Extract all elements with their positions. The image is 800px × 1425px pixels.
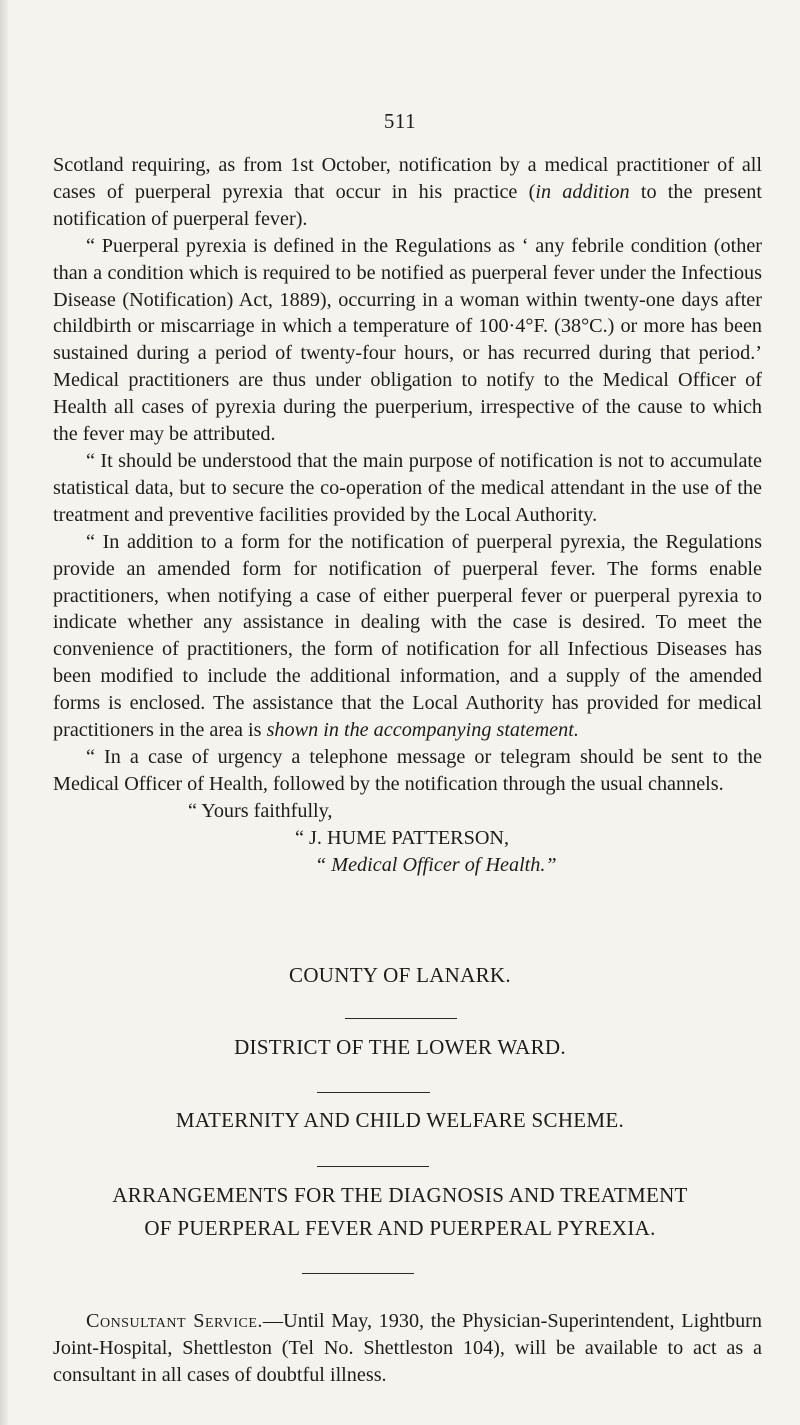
- letter-body: [53, 152, 762, 878]
- paragraph-2: “ Puerperal pyrexia is defined in the Regulations as ‘ any febrile condition (other than a condition which is required to be notified as puerperal fever under the Infectious Disease (Notification) Act, 1889), occurring in a woman within twenty-one days after childbirth or miscarriage in which a temperature of 100·4°F. (38°C.) or more has been sustained during a period of twenty-four hours, or has recurred during that period.’ Medical practitioners are thus under obligation to notify to the Medical Officer of Health all cases of pyrexia during the puerperium, irrespective of the cause to which the fever may be attributed.: [53, 234, 762, 446]
- heading-scheme: MATERNITY AND CHILD WELFARE SCHEME.: [175, 1108, 625, 1132]
- paragraph-3: “ It should be understood that the main purpose of notification is not to accumulate statistical data, but to secure the co-operation of the medical attendant in the use of the treatment and preventive facilities provided by the Local Authority.: [53, 449, 762, 526]
- heading-arrangements-line-1: ARRANGEMENTS FOR THE DIAGNOSIS AND TREATMENT: [112, 1183, 688, 1207]
- signatory-title: “ Medical Officer of Health.”: [315, 853, 557, 876]
- heading-district: DISTRICT OF THE LOWER WARD.: [234, 1035, 566, 1059]
- closing: “ Yours faithfully,: [188, 799, 333, 822]
- divider-rule: [317, 1092, 430, 1093]
- divider-rule: [302, 1273, 414, 1274]
- page-number: 511: [383, 109, 417, 133]
- consultant-service-text: —Until May, 1930, the Physician-Superintendent, Lightburn Joint-Hospital, Shettleston (Tel No. Shettleston 104), will be available to act as a consultant in all cases of doubtful illness.: [53, 1310, 762, 1386]
- consultant-service-paragraph: [53, 1308, 762, 1389]
- signatory: “ J. HUME PATTERSON,: [295, 826, 510, 849]
- consultant-service-label: Consultant Service.: [86, 1310, 263, 1332]
- heading-arrangements-line-2: OF PUERPERAL FEVER AND PUERPERAL PYREXIA.: [144, 1216, 656, 1240]
- page-edge: [0, 0, 8, 1425]
- paragraph-1: Scotland requiring, as from 1st October, notification by a medical practitioner of all cases of puerperal pyrexia that occur in his practice (in addition to the present notification of puerperal fever).: [53, 154, 762, 230]
- heading-county: COUNTY OF LANARK.: [289, 963, 511, 987]
- divider-rule: [345, 1018, 457, 1019]
- paragraph-4: “ In addition to a form for the notification of puerperal pyrexia, the Regulations provide an amended form for notification of puerperal fever. The forms enable practitioners, when notifying a case of either puerperal fever or puerperal pyrexia to indicate whether any assistance in dealing with the case is desired. To meet the convenience of practitioners, the form of notification for all Infectious Diseases has been modified to include the additional information, and a supply of the amended forms is enclosed. The assistance that the Local Authority has provided for medical practitioners in the area is shown in the accompanying statement.: [53, 530, 762, 742]
- divider-rule: [317, 1166, 429, 1167]
- paragraph-5: “ In a case of urgency a telephone message or telegram should be sent to the Medical Officer of Health, followed by the notification through the usual channels.: [53, 745, 762, 795]
